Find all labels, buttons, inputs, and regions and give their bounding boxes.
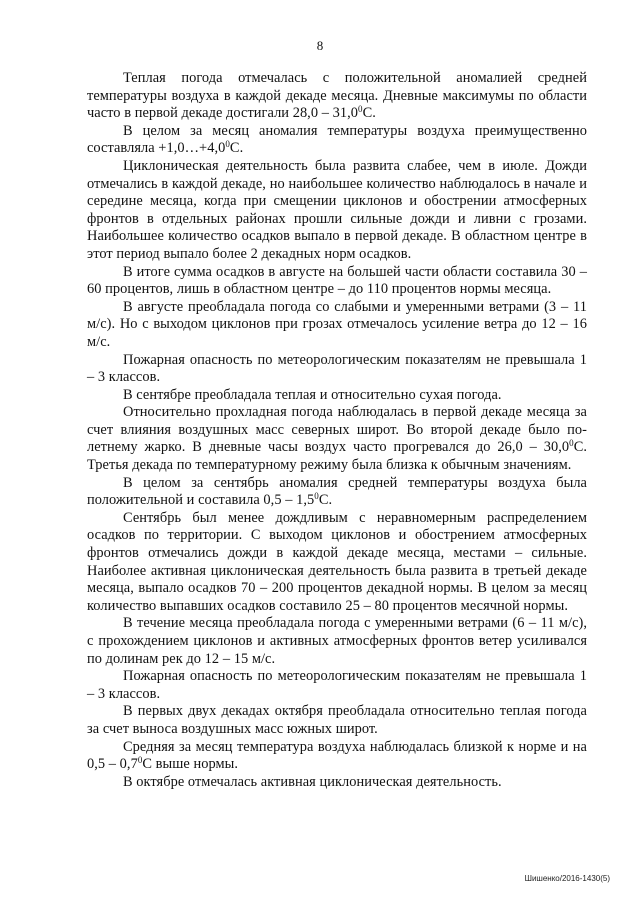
document-footer-code: Шишенко/2016-1430(5) bbox=[524, 874, 610, 883]
paragraph: Пожарная опасность по метеорологическим показателям не превышала 1 – 3 классов. bbox=[87, 351, 587, 386]
paragraph: Пожарная опасность по метеорологическим показателям не превышала 1 – 3 классов. bbox=[87, 668, 587, 702]
paragraph: Циклоническая деятельность была развита слабее, чем в июле. Дожди отмечались в каждой декаде, но наибольшее количество наблюдалось в начале и середине месяца, когда при смещении циклонов и обострении атмосферных фронтов в отдельных районах прошли сильные дожди и ливни с грозами. Наибольшее количество осадков выпало в первой декаде. В областном центре в этот период выпало более 2 декадных норм осадков. bbox=[87, 157, 587, 262]
page-number: 8 bbox=[316, 38, 324, 53]
paragraph: В целом за месяц аномалия температуры воздуха преимущественно составляла $+1,0\dots+4,0^0С$. bbox=[87, 122, 587, 157]
paragraph: В октябре отмечалась активная циклоническая деятельность. bbox=[123, 773, 502, 790]
paragraph: В августе преобладала погода со слабыми и умеренными ветрами (3 – 11 м/с). Но с выходом циклонов при грозах отмечалось усиление ветра до 12 – 16 м/с. bbox=[87, 298, 587, 350]
paragraph: Сентябрь был менее дождливым с неравномерным распределением осадков по территории. С выходом циклонов и обострением атмосферных фронтов отмечались дожди в каждой декаде месяца, местами – сильные. Наиболее активная циклоническая деятельность была развита в третьей декаде месяца, выпало осадков 70 – 200 процентов декадной нормы. В целом за месяц количество выпавших осадков составило 25 – 80 процентов месячной нормы. bbox=[87, 509, 587, 614]
paragraph: Теплая погода отмечалась с положительной аномалией средней температуры воздуха в каждой декаде месяца. Дневные максимумы по области часто в первой декаде достигали 28,0 – 31,0$^0$С. bbox=[87, 70, 587, 122]
paragraph: В итоге сумма осадков в августе на большей части области составила 30 – 60 процентов, лишь в областном центре – до 110 процентов нормы месяца. bbox=[87, 263, 587, 298]
paragraph: В сентябре преобладала теплая и относительно сухая погода. bbox=[123, 386, 502, 403]
paragraph: В целом за сентябрь аномалия средней температуры воздуха была положительной и составила $0,5 - 1,5^0С$. bbox=[87, 474, 587, 509]
paragraph: Относительно прохладная погода наблюдалась в первой декаде месяца за счет влияния воздушных масс северных широт. Во второй декаде было по-летнему жарко. В дневные часы воздух часто прогревался до 26,0 – 30,0$^0$С. Третья декада по температурному режиму была близка к обычным значениям. bbox=[87, 404, 587, 474]
paragraph: Средняя за месяц температура воздуха наблюдалась близкой к норме и на $0,5 - 0,7^0С$ выше нормы. bbox=[87, 738, 587, 773]
paragraph: В первых двух декадах октября преобладала относительно теплая погода за счет выноса воздушных масс южных широт. bbox=[87, 703, 587, 737]
document-body bbox=[87, 70, 587, 791]
paragraph: В течение месяца преобладала погода с умеренными ветрами (6 – 11 м/с), с прохождением циклонов и активных атмосферных фронтов ветер усиливался по долинам рек до 12 – 15 м/с. bbox=[87, 615, 587, 667]
